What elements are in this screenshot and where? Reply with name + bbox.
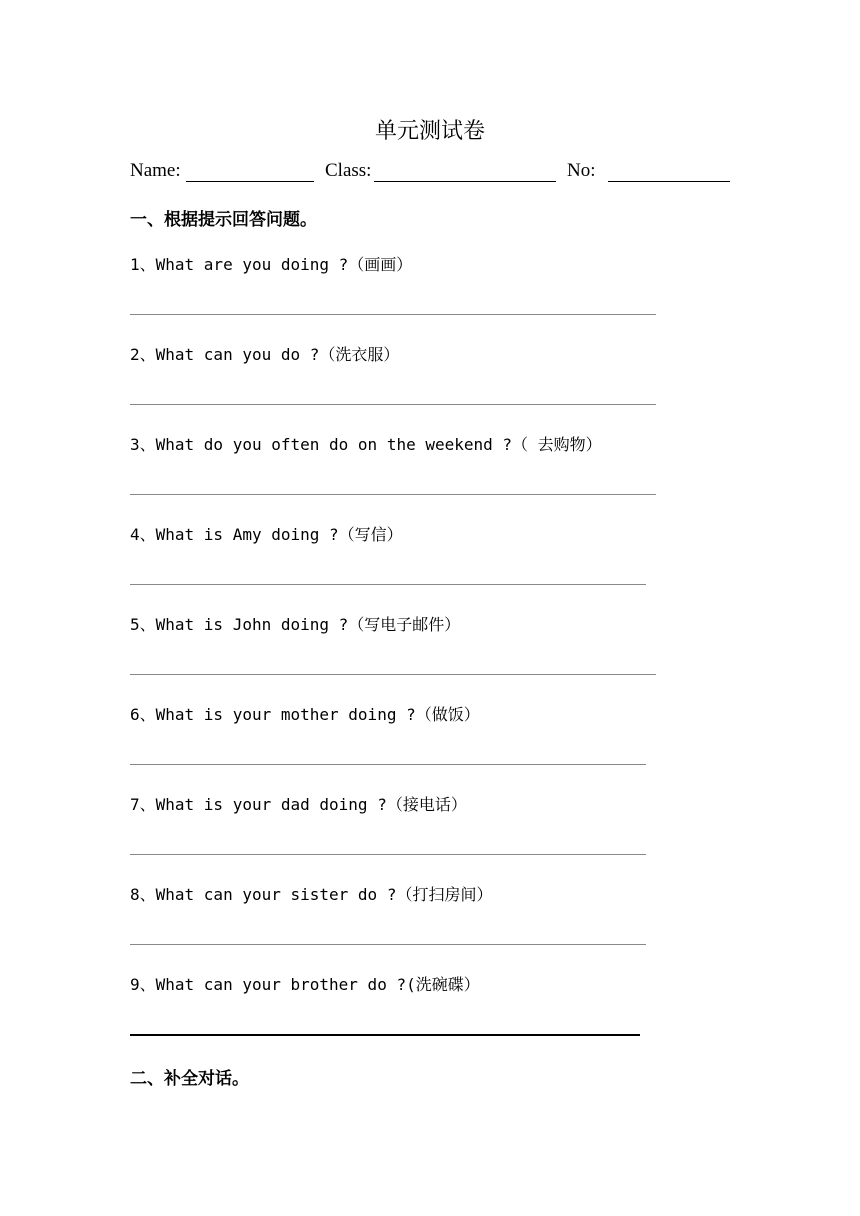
- answer-line-4[interactable]: [130, 584, 646, 585]
- question-9: 9、What can your brother do ?(洗碗碟）: [130, 975, 480, 994]
- question-7: 7、What is your dad doing ?（接电话）: [130, 795, 467, 814]
- answer-line-1[interactable]: [130, 314, 656, 315]
- no-label: No:: [567, 160, 596, 181]
- section-2-heading: 二、补全对话。: [130, 1069, 249, 1089]
- answer-line-3[interactable]: [130, 494, 656, 495]
- section-1-heading: 一、根据提示回答问题。: [130, 210, 317, 230]
- answer-line-6[interactable]: [130, 764, 646, 765]
- question-4: 4、What is Amy doing ?（写信）: [130, 525, 403, 544]
- name-label: Name:: [130, 160, 181, 181]
- question-6: 6、What is your mother doing ?（做饭）: [130, 705, 480, 724]
- name-blank[interactable]: [186, 181, 314, 182]
- answer-line-5[interactable]: [130, 674, 656, 675]
- question-1: 1、What are you doing ?（画画）: [130, 255, 413, 274]
- question-3: 3、What do you often do on the weekend ?（ 去购物）: [130, 435, 602, 454]
- answer-line-8[interactable]: [130, 944, 646, 945]
- question-8: 8、What can your sister do ?（打扫房间）: [130, 885, 493, 904]
- question-2: 2、What can you do ?（洗衣服）: [130, 345, 400, 364]
- class-blank[interactable]: [374, 181, 556, 182]
- answer-line-7[interactable]: [130, 854, 646, 855]
- no-blank[interactable]: [608, 181, 730, 182]
- answer-line-9[interactable]: [130, 1034, 640, 1036]
- answer-line-2[interactable]: [130, 404, 656, 405]
- page-title: 单元测试卷: [374, 119, 485, 144]
- question-5: 5、What is John doing ?（写电子邮件）: [130, 615, 461, 634]
- class-label: Class:: [325, 160, 372, 181]
